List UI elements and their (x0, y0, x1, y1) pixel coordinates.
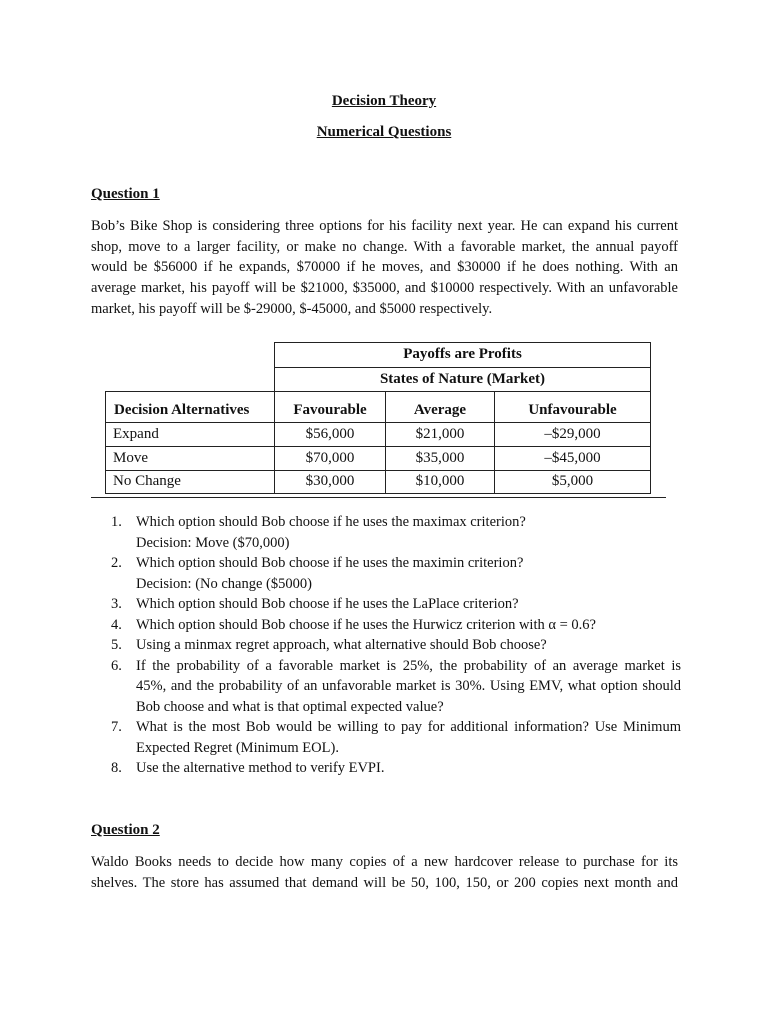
table-row-label: Move (113, 450, 148, 466)
list-item (91, 594, 681, 615)
item-text: Expected Regret (Minimum EOL). (136, 739, 339, 756)
table-cell: $35,000 (415, 450, 465, 466)
table-col-header: Unfavourable (528, 402, 617, 418)
document-subtitle: Numerical Questions (316, 124, 452, 140)
table-col-header: Decision Alternatives (114, 402, 250, 418)
item-number: 2. (111, 555, 122, 571)
list-item (91, 553, 681, 594)
question-1-list (91, 512, 681, 779)
list-item (91, 512, 681, 553)
question-2-heading: Question 2 (91, 822, 160, 838)
item-number: 3. (111, 596, 122, 612)
item-number: 6. (111, 657, 122, 674)
table-banner: Payoffs are Profits (403, 346, 522, 362)
table-row-label: No Change (113, 473, 181, 489)
paragraph-line: market, his payoff will be $-29000, $-45000, and $5000 respectively. (91, 300, 493, 317)
table-col-header: Favourable (293, 402, 367, 418)
question-1-heading: Question 1 (91, 186, 160, 202)
table-cell: –$29,000 (544, 426, 601, 442)
item-number: 8. (111, 760, 122, 776)
item-text: Which option should Bob choose if he uses the maximin criterion? (136, 555, 524, 571)
item-number: 4. (111, 616, 122, 633)
item-text: Which option should Bob choose if he uses the maximax criterion? (136, 514, 526, 530)
item-answer: Decision: Move ($70,000) (136, 534, 290, 551)
item-answer: Decision: (No change ($5000) (136, 575, 312, 592)
list-item (91, 758, 681, 779)
list-item (91, 615, 681, 636)
list-item (91, 717, 681, 758)
item-text: Bob choose and what is that optimal expected value? (136, 698, 444, 715)
paragraph-line: average market, his payoff will be $21000, $35000, and $10000 respectively. With an unfavorable (91, 280, 678, 297)
table-cell: $5,000 (551, 473, 594, 489)
paragraph-line: shelves. The store has assumed that demand will be 50, 100, 150, or 200 copies next month and (91, 874, 678, 891)
item-text: Use the alternative method to verify EVPI. (136, 760, 385, 776)
question-1-paragraph (91, 216, 678, 320)
table-col-header: Average (413, 402, 467, 418)
item-number: 1. (111, 514, 122, 530)
table-cell: $56,000 (305, 426, 355, 442)
item-text: What is the most Bob would be willing to pay for additional information? Use Minimum (136, 719, 681, 735)
question-2-paragraph (91, 852, 678, 893)
item-text: Which option should Bob choose if he uses the Hurwicz criterion with α = 0.6? (136, 616, 596, 633)
list-item (91, 635, 681, 656)
table-cell: $30,000 (305, 473, 355, 489)
table-cell: –$45,000 (544, 450, 601, 466)
item-text: 45%, and the probability of an unfavorable market is 30%. Using EMV, what option should (136, 678, 681, 694)
item-number: 5. (111, 637, 122, 653)
table-states-header: States of Nature (Market) (379, 371, 546, 387)
table-cell: $10,000 (415, 473, 465, 489)
paragraph-line: shop, move to a larger facility, or make no change. With a favorable market, the annual payoff (91, 238, 678, 255)
table-cell: $70,000 (305, 450, 355, 466)
document-title: Decision Theory (331, 93, 437, 109)
list-item (91, 656, 681, 718)
item-text: If the probability of a favorable market is 25%, the probability of an average market is (136, 657, 681, 674)
paragraph-line: would be $56000 if he expands, $70000 if he moves, and $30000 if he does nothing. With an (91, 259, 678, 276)
payoff-table (105, 342, 652, 494)
item-text: Which option should Bob choose if he uses the LaPlace criterion? (136, 596, 519, 612)
paragraph-line: Bob’s Bike Shop is considering three options for his facility next year. He can expand his current (91, 218, 678, 234)
table-row-label: Expand (113, 426, 159, 442)
item-number: 7. (111, 719, 122, 735)
table-cell: $21,000 (415, 426, 465, 442)
item-text: Using a minmax regret approach, what alternative should Bob choose? (136, 637, 547, 653)
paragraph-line: Waldo Books needs to decide how many copies of a new hardcover release to purchase for its (91, 854, 678, 870)
